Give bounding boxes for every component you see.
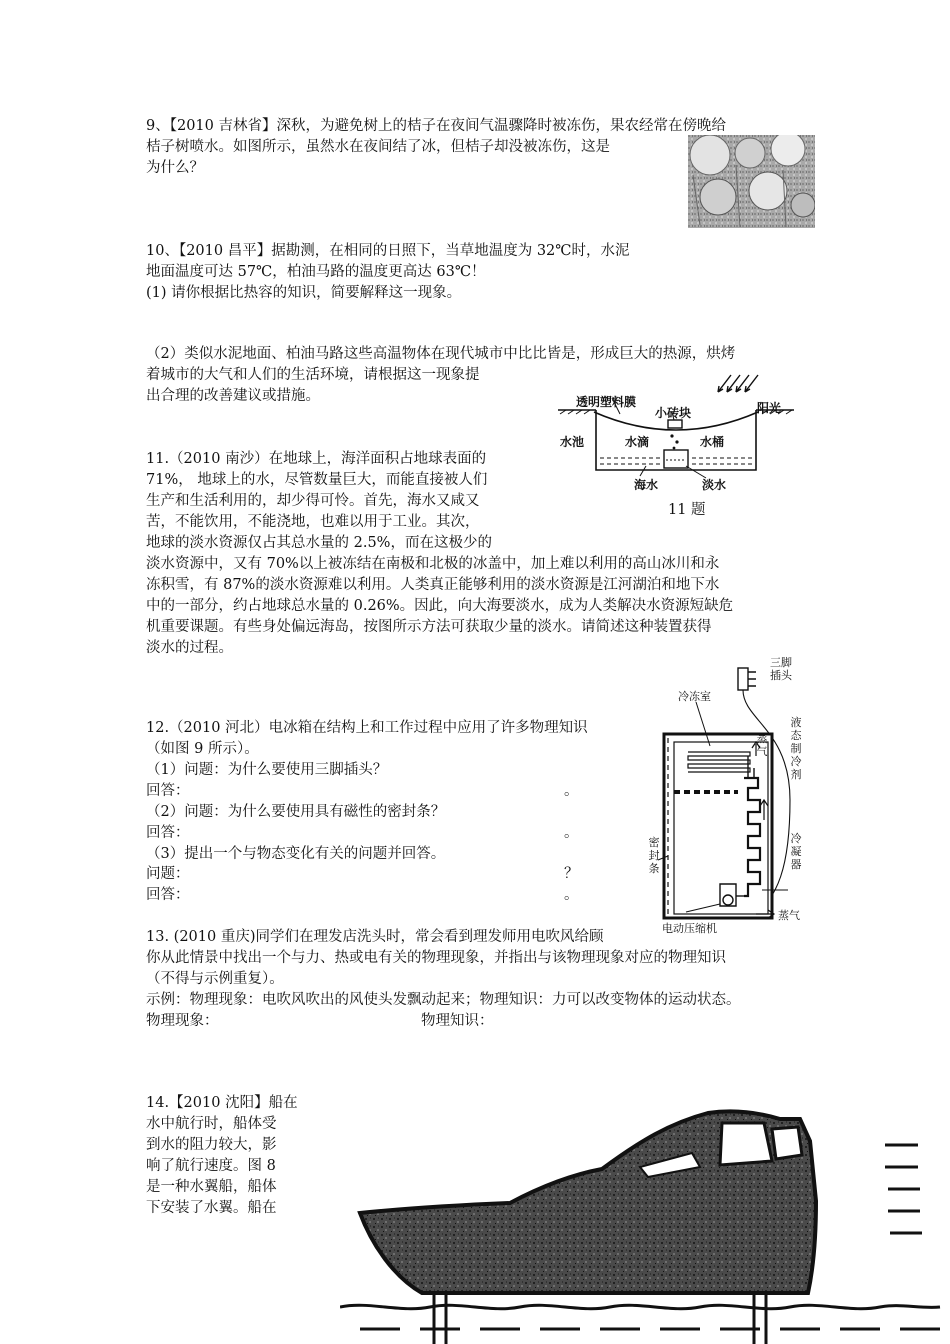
q10-line6: 出合理的改善建议或措施。	[146, 388, 320, 404]
fig11-label-drop: 水滴	[625, 435, 650, 449]
q12-question3-label: 问题：	[146, 866, 190, 882]
q10-line4: （2）类似水泥地面、柏油马路这些高温物体在现代城市中比比皆是，形成巨大的热源，烘烤	[146, 346, 736, 362]
fig12-label-condenser: 冷凝器	[790, 832, 802, 871]
refrigerator-diagram	[640, 660, 815, 930]
q10-line5: 着城市的大气和人们的生活环境，请根据这一现象提	[146, 367, 480, 383]
q11-line7: 冻积雪，有 87%的淡水资源难以利用。人类真正能够利用的淡水资源是江河湖泊和地下水	[146, 577, 720, 593]
frozen-oranges-photo	[688, 135, 815, 228]
fig11-label-film: 透明塑料膜	[576, 395, 637, 409]
q12-answer2-label: 回答：	[146, 825, 190, 841]
q13-line3: （不得与示例重复）。	[146, 971, 284, 987]
fig12-label-vapor-bottom: 蒸气	[778, 909, 800, 922]
fig11-label-sea: 海水	[634, 478, 659, 492]
hydrofoil-boat-illustration	[340, 1105, 950, 1344]
q12-answer1-label: 回答：	[146, 783, 190, 799]
q11-line4: 苦，不能饮用，不能浇地，也难以用于工业。其次，	[146, 514, 480, 530]
q12-line1: 12.（2010 河北）电冰箱在结构上和工作过程中应用了许多物理知识	[146, 720, 588, 736]
q10-line2: 地面温度可达 57℃，柏油马路的温度更高达 63℃！	[146, 264, 486, 280]
q12-answer3-end: 。	[564, 887, 579, 903]
q11-line5: 地球的淡水资源仅占其总水量的 2.5%，而在这极少的	[146, 535, 492, 551]
q12-answer2-end: 。	[564, 825, 579, 841]
q12-line7: （3）提出一个与物态变化有关的问题并回答。	[146, 846, 446, 862]
q9-line2: 桔子树喷水。如图所示，虽然水在夜间结了冰，但桔子却没被冻伤，这是	[146, 139, 610, 155]
q9-line3: 为什么？	[146, 160, 204, 176]
q12-question3-end: ？	[564, 866, 579, 882]
fig11-label-pool: 水池	[560, 435, 585, 449]
q12-answer3-label: 回答：	[146, 887, 190, 903]
q14-line1: 14.【2010 沈阳】船在	[146, 1095, 298, 1111]
fig12-label-refrigerant: 液态制冷剂	[790, 716, 802, 781]
q11-line10: 淡水的过程。	[146, 640, 233, 656]
q13-line4: 示例：物理现象：电吹风吹出的风使头发飘动起来；物理知识：力可以改变物体的运动状态。	[146, 992, 741, 1008]
fig11-label-brick: 小砖块	[655, 406, 692, 420]
q12-line5: （2）问题：为什么要使用具有磁性的密封条？	[146, 804, 446, 820]
q12-answer1-end: 。	[564, 783, 579, 799]
q11-line1: 11.（2010 南沙）在地球上，海洋面积占地球表面的	[146, 451, 487, 467]
q11-line2: 71%， 地球上的水，尽管数量巨大，而能直接被人们	[146, 472, 488, 488]
q10-line3: (1) 请你根据比热容的知识，简要解释这一现象。	[146, 285, 462, 301]
fig12-label-compressor: 电动压缩机	[662, 922, 717, 935]
q14-line5: 是一种水翼船，船体	[146, 1179, 277, 1195]
q14-line3: 到水的阻力较大，影	[146, 1137, 277, 1153]
q11-line8: 中的一部分，约占地球总水量的 0.26%。因此，向大海要淡水，成为人类解决水资源短缺危	[146, 598, 734, 614]
fig11-label-fresh: 淡水	[702, 478, 727, 492]
q10-line1: 10、【2010 昌平】据勘测，在相同的日照下，当草地温度为 32℃时，水泥	[146, 243, 630, 259]
q14-line2: 水中航行时，船体受	[146, 1116, 277, 1132]
fig11-label-sun: 阳光	[757, 401, 782, 415]
q9-line1: 9、【2010 吉林省】深秋，为避免树上的桔子在夜间气温骤降时被冻伤，果农经常在傍晚给	[146, 118, 726, 134]
q11-line9: 机重要课题。有些身处偏远海岛，按图所示方法可获取少量的淡水。请简述这种装置获得	[146, 619, 712, 635]
fig12-label-plug: 三脚插头	[770, 656, 792, 682]
q13-phenomenon-label: 物理现象：	[146, 1013, 219, 1029]
q13-knowledge-label: 物理知识：	[421, 1013, 494, 1029]
q13-line1: 13. (2010 重庆)同学们在理发店洗头时，常会看到理发师用电吹风给顾	[146, 929, 604, 945]
fig12-label-seal: 密封条	[648, 836, 660, 875]
fig11-caption: 11 题	[668, 502, 706, 518]
solar-still-diagram	[556, 370, 796, 500]
q14-line6: 下安装了水翼。船在	[146, 1200, 277, 1216]
q12-line2: （如图 9 所示）。	[146, 741, 259, 757]
fig12-label-vapor-top: 蒸气	[756, 732, 768, 758]
q13-line2: 你从此情景中找出一个与力、热或电有关的物理现象，并指出与该物理现象对应的物理知识	[146, 950, 726, 966]
q14-line4: 响了航行速度。图 8	[146, 1158, 276, 1174]
q12-line3: （1）问题：为什么要使用三脚插头？	[146, 762, 388, 778]
q11-line6: 淡水资源中，又有 70%以上被冻结在南极和北极的冰盖中，加上难以利用的高山冰川和永	[146, 556, 720, 572]
q11-line3: 生产和生活利用的，却少得可怜。首先，海水又咸又	[146, 493, 480, 509]
fig12-label-freezer: 冷冻室	[678, 690, 711, 703]
fig11-label-bucket: 水桶	[700, 435, 725, 449]
